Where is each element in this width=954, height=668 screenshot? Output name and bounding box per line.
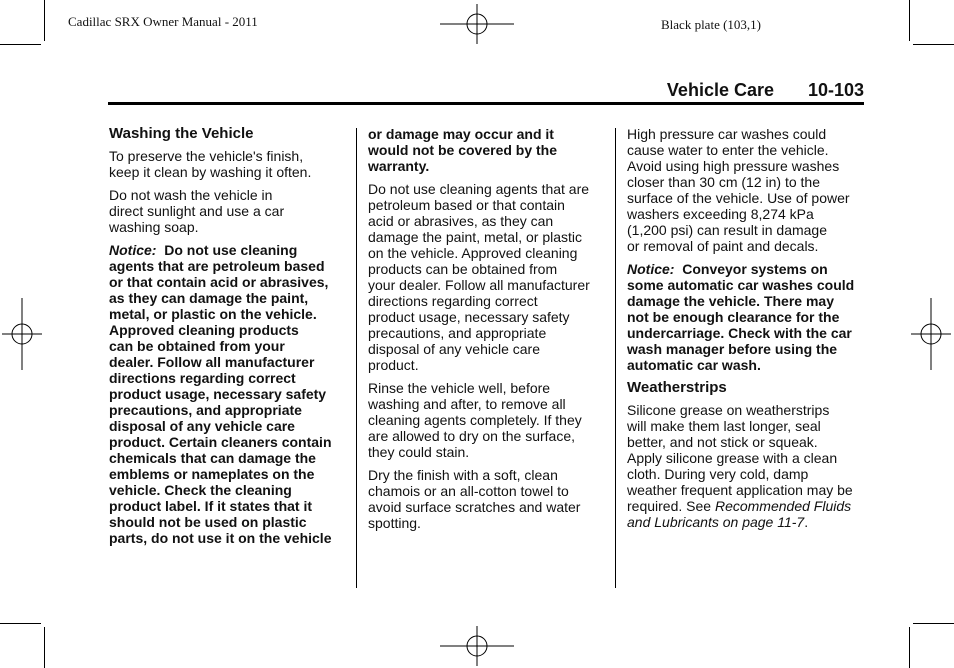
crop-mark-top-right-h [913, 44, 954, 45]
registration-mark-right-icon [911, 298, 951, 370]
print-header-plate: Black plate (103,1) [661, 17, 761, 32]
notice-continuation: or damage may occur and it would not be covered by the warranty. [368, 126, 558, 174]
column-2 [368, 126, 604, 538]
registration-mark-left-icon [2, 298, 42, 370]
heading-washing-the-vehicle: Washing the Vehicle [109, 125, 254, 142]
registration-mark-top-icon [440, 4, 514, 44]
sentence-end: . [804, 514, 809, 530]
paragraph-preserve-finish: To preserve the vehicle's finish, keep it clean by washing it often. [109, 148, 312, 180]
crop-mark-bottom-left-h [0, 623, 41, 624]
crop-mark-bottom-right-v [909, 627, 910, 668]
crop-mark-bottom-left-v [44, 627, 45, 668]
print-header-title: Cadillac SRX Owner Manual - 2011 [68, 14, 258, 29]
notice-conveyor-systems [627, 261, 867, 373]
column-divider-2 [615, 128, 616, 588]
silicone-grease-text: Silicone grease on weatherstrips will make them last longer, seal better, and not stick or squeak. Apply silicone grease with a clean cloth. During very cold, damp weather frequent application may be required. See [627, 402, 853, 514]
crop-mark-bottom-right-h [913, 623, 954, 624]
header-rule [108, 102, 864, 105]
registration-mark-bottom-icon [440, 626, 514, 666]
crop-mark-top-right-v [909, 0, 910, 41]
column-1 [109, 126, 345, 553]
cross-reference-link[interactable]: Recommended Fluids and Lubricants on page 11-7 [627, 498, 852, 530]
notice-label: Notice: [627, 261, 675, 277]
notice-text: Do not use cleaning agents that are petroleum based or that contain acid or abrasives, as they can damage the paint, metal, or plastic on the vehicle. Approved cleaning products can be obtained from your dealer. Follow all manufacturer directions regarding correct product usage, necessary safety precautions, and appropriate disposal of any vehicle care product. Certain cleaners contain chemicals that can damage the emblems or nameplates on the vehicle. Check the cleaning product label. If it states that it should not be used on plastic parts, do not use it on the vehicle [109, 242, 332, 546]
crop-mark-top-left-v [44, 0, 45, 41]
paragraph-rinse: Rinse the vehicle well, before washing and after, to remove all cleaning agents completely. If they are allowed to dry on the surface, they could stain. [368, 380, 582, 460]
paragraph-direct-sunlight: Do not wash the vehicle in direct sunlight and use a car washing soap. [109, 187, 285, 235]
page-number: 10-103 [807, 80, 864, 100]
column-3 [627, 126, 867, 537]
paragraph-dry-finish: Dry the finish with a soft, clean chamois or an all-cotton towel to avoid surface scratches and water spotting. [368, 467, 581, 531]
notice-cleaning-agents [109, 242, 345, 546]
crop-mark-top-left-h [0, 44, 41, 45]
column-divider-1 [356, 128, 357, 588]
heading-weatherstrips: Weatherstrips [627, 379, 727, 396]
running-head [108, 80, 864, 104]
paragraph-high-pressure: High pressure car washes could cause water to enter the vehicle. Avoid using high pressure washes closer than 30 cm (12 in) to the surface of the vehicle. Use of power washers exceeding 8,274 kPa (1,200 psi) can result in damage or removal of paint and decals. [627, 126, 850, 254]
paragraph-cleaning-agents: Do not use cleaning agents that are petroleum based or that contain acid or abrasives, as they can damage the paint, metal, or plastic on the vehicle. Approved cleaning products can be obtained from your dealer. Follow all manufacturer directions regarding correct product usage, necessary safety precautions, and appropriate disposal of any vehicle care product. [368, 181, 590, 373]
paragraph-silicone-grease [627, 402, 867, 530]
notice-label: Notice: [109, 242, 157, 258]
notice-text: Conveyor systems on some automatic car washes could damage the vehicle. There may not be enough clearance for the undercarriage. Check with the car wash manager before using the automatic car wash. [627, 261, 855, 373]
section-title: Vehicle Care [666, 80, 774, 100]
